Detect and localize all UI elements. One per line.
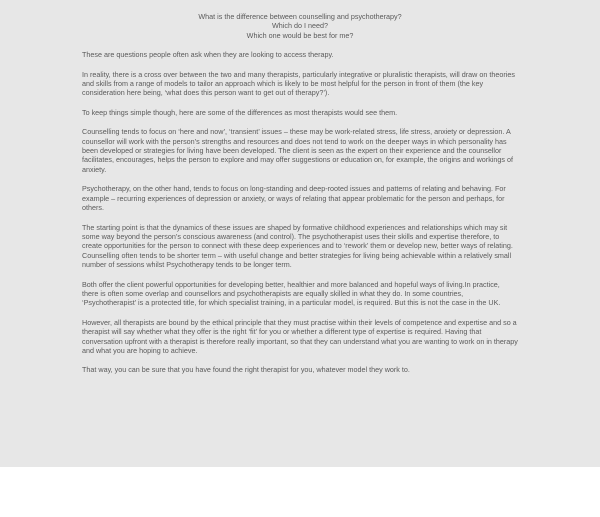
paragraph-starting-point: The starting point is that the dynamics of these issues are shaped by formative childhood experiences and relationships which may sit some way beyond the person’s conscious awareness (and control). The psychotherapist uses their skills and expertise therefore, to create opportunities for the person to connect with these deep experiences and to ‘rework’ them or develop new, better ways of relating. Counselling often tends to be shorter term – with useful change and better strategies for living being achievable within a relatively small number of sessions whilst Psychotherapy tends to be longer term. <box>82 222 513 270</box>
paragraph-psychotherapy: Psychotherapy, on the other hand, tends to focus on long-standing and deep-rooted issues and patterns of relating and behaving. For example – recurring experiences of depression or anxiety, or ways of relating that appear problematic for the person and perhaps, for others. <box>82 184 506 213</box>
paragraph-keep-simple: To keep things simple though, here are some of the differences as most therapists would see them. <box>82 107 398 117</box>
paragraph-crossover: In reality, there is a cross over between the two and many therapists, particularly integrative or pluralistic therapists, will draw on theories and skills from a range of models to tailor an approach which is likely to be most helpful for the person in front of them (the key consideration here being, ‘what does this person want to get out of therapy?’). <box>82 69 515 98</box>
paragraph-intro: These are questions people often ask when they are looking to access therapy. <box>82 50 334 60</box>
heading-line-3: Which one would be best for me? <box>246 30 354 40</box>
heading-line-1: What is the difference between counselling and psychotherapy? <box>198 12 402 21</box>
paragraph-both-offer: Both offer the client powerful opportunities for developing better, healthier and more balanced and hopeful ways of living.In practice, there is often some overlap and counsellors and psychotherapists are equally skilled in what they do. In some countries, ‘Psychotherapist’ is a protected title, for which specialist training, in a particular model, is required. But this is not the case in the UK. <box>82 279 501 308</box>
paragraph-ethics: However, all therapists are bound by the ethical principle that they must practise within their levels of competence and expertise and so a therapist will say whether what they offer is the right ‘fit’ for you or whether a different type of expertise is required. Having that conversation upfront with a therapist is therefore really important, so that they can understand what you are wanting to work on in therapy and what you are hoping to achieve. <box>82 317 518 355</box>
paragraph-conclusion: That way, you can be sure that you have found the right therapist for you, whatever model they work to. <box>82 365 410 375</box>
heading-line-2: Which do I need? <box>272 21 328 31</box>
article-body <box>82 12 518 385</box>
article-heading <box>82 12 518 40</box>
paragraph-counselling: Counselling tends to focus on ‘here and now’, ‘transient’ issues – these may be work-related stress, life stress, anxiety or depression. A counsellor will work with the person’s strengths and resources and does not tend to work on the deeper ways in which personality has been developed or strategies for living have been developed. The client is seen as the expert on their experience and the counsellor facilitates, encourages, helps the person to explore and may offer suggestions or education on, for example, the origins and workings of anxiety. <box>82 127 513 174</box>
